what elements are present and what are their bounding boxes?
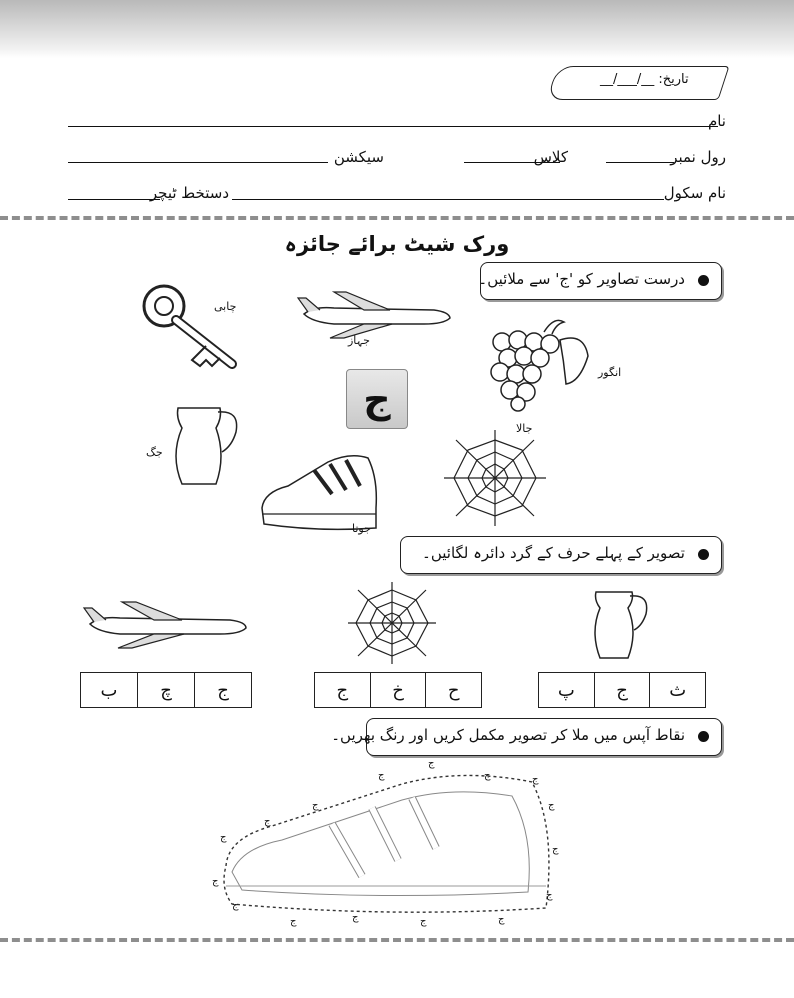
dot-label: ج	[312, 800, 319, 811]
caption-shoe: جوتا	[352, 522, 371, 535]
caption-plane: جہاز	[348, 334, 370, 347]
letter-choice[interactable]: چ	[137, 673, 194, 707]
teacher-sign-label: دستخط ٹیچر	[149, 184, 229, 202]
dot-label: ج	[420, 916, 427, 927]
roll-number-line[interactable]	[606, 162, 674, 163]
dot-label: ج	[484, 770, 491, 781]
letter-choice[interactable]: ج	[336, 679, 349, 701]
caption-grapes: انگور	[598, 366, 622, 379]
dot-label: ج	[220, 832, 227, 843]
instruction-box-2	[400, 536, 722, 574]
date-field[interactable]: تاریخ: __/___/__	[600, 72, 689, 87]
airplane-picture-2	[80, 600, 250, 650]
instruction-2: تصویر کے پہلے حرف کے گرد دائرہ لگائیں۔	[422, 544, 685, 562]
letter-choices-2	[314, 672, 482, 708]
class-line[interactable]	[464, 162, 560, 163]
key-picture[interactable]	[140, 282, 250, 382]
caption-key: چابی	[214, 300, 237, 313]
name-line[interactable]	[68, 126, 718, 127]
dot-label: ج	[546, 890, 553, 901]
letter-choices-1	[80, 672, 252, 708]
instruction-box-1	[480, 262, 722, 300]
school-name-label: نام سکول	[663, 184, 726, 202]
bullet-icon	[698, 275, 709, 286]
roll-number-label: رول نمبر	[670, 148, 726, 166]
school-name-line[interactable]	[232, 199, 664, 200]
letter-choice[interactable]: ث	[649, 673, 705, 707]
dot-to-dot-shoe[interactable]	[212, 768, 562, 932]
dot-label: ج	[532, 774, 539, 785]
divider-top	[0, 216, 794, 220]
jug-picture-2	[588, 586, 652, 662]
section-line[interactable]	[68, 162, 328, 163]
instruction-box-3	[331, 718, 722, 756]
dot-label: ج	[232, 900, 239, 911]
divider-bottom	[0, 938, 794, 942]
teacher-sign-line[interactable]	[68, 199, 160, 200]
bullet-icon	[698, 731, 709, 742]
dot-label: ج	[428, 758, 435, 769]
caption-web: جالا	[516, 422, 533, 435]
dot-label: ج	[548, 800, 555, 811]
dot-label: ج	[498, 914, 505, 925]
worksheet-title: ورک شیٹ برائے جائزہ	[284, 232, 510, 256]
instruction-1: درست تصاویر کو 'ج' سے ملائیں۔	[478, 270, 685, 288]
dot-label: ج	[352, 912, 359, 923]
letter-choice[interactable]: پ	[557, 679, 575, 701]
letter-choices-3	[538, 672, 706, 708]
letter-choice[interactable]: خ	[370, 673, 426, 707]
grapes-picture[interactable]	[484, 312, 594, 412]
letter-choice[interactable]: ج	[194, 673, 251, 707]
class-label: کلاس	[533, 148, 568, 166]
jug-picture[interactable]	[168, 402, 244, 490]
instruction-3: نقاط آپس میں ملا کر تصویر مکمل کریں اور رنگ بھریں۔	[331, 726, 685, 744]
dot-label: ج	[264, 816, 271, 827]
letter-choice[interactable]: ب	[100, 679, 118, 701]
dot-label: ج	[552, 844, 559, 855]
letter-choice[interactable]: ج	[594, 673, 650, 707]
dot-label: ج	[378, 770, 385, 781]
letter-choice[interactable]: ح	[425, 673, 481, 707]
dot-label: ج	[290, 916, 297, 927]
name-label: نام	[707, 112, 726, 130]
spiderweb-picture-2	[346, 580, 438, 666]
section-label: سیکشن	[333, 148, 384, 166]
airplane-picture[interactable]	[294, 290, 454, 340]
dot-label: ج	[212, 876, 219, 887]
bullet-icon	[698, 549, 709, 560]
spiderweb-picture[interactable]	[440, 428, 550, 528]
center-letter-card: ج	[346, 369, 408, 429]
caption-jug: جگ	[146, 446, 163, 459]
header-band	[0, 0, 794, 58]
